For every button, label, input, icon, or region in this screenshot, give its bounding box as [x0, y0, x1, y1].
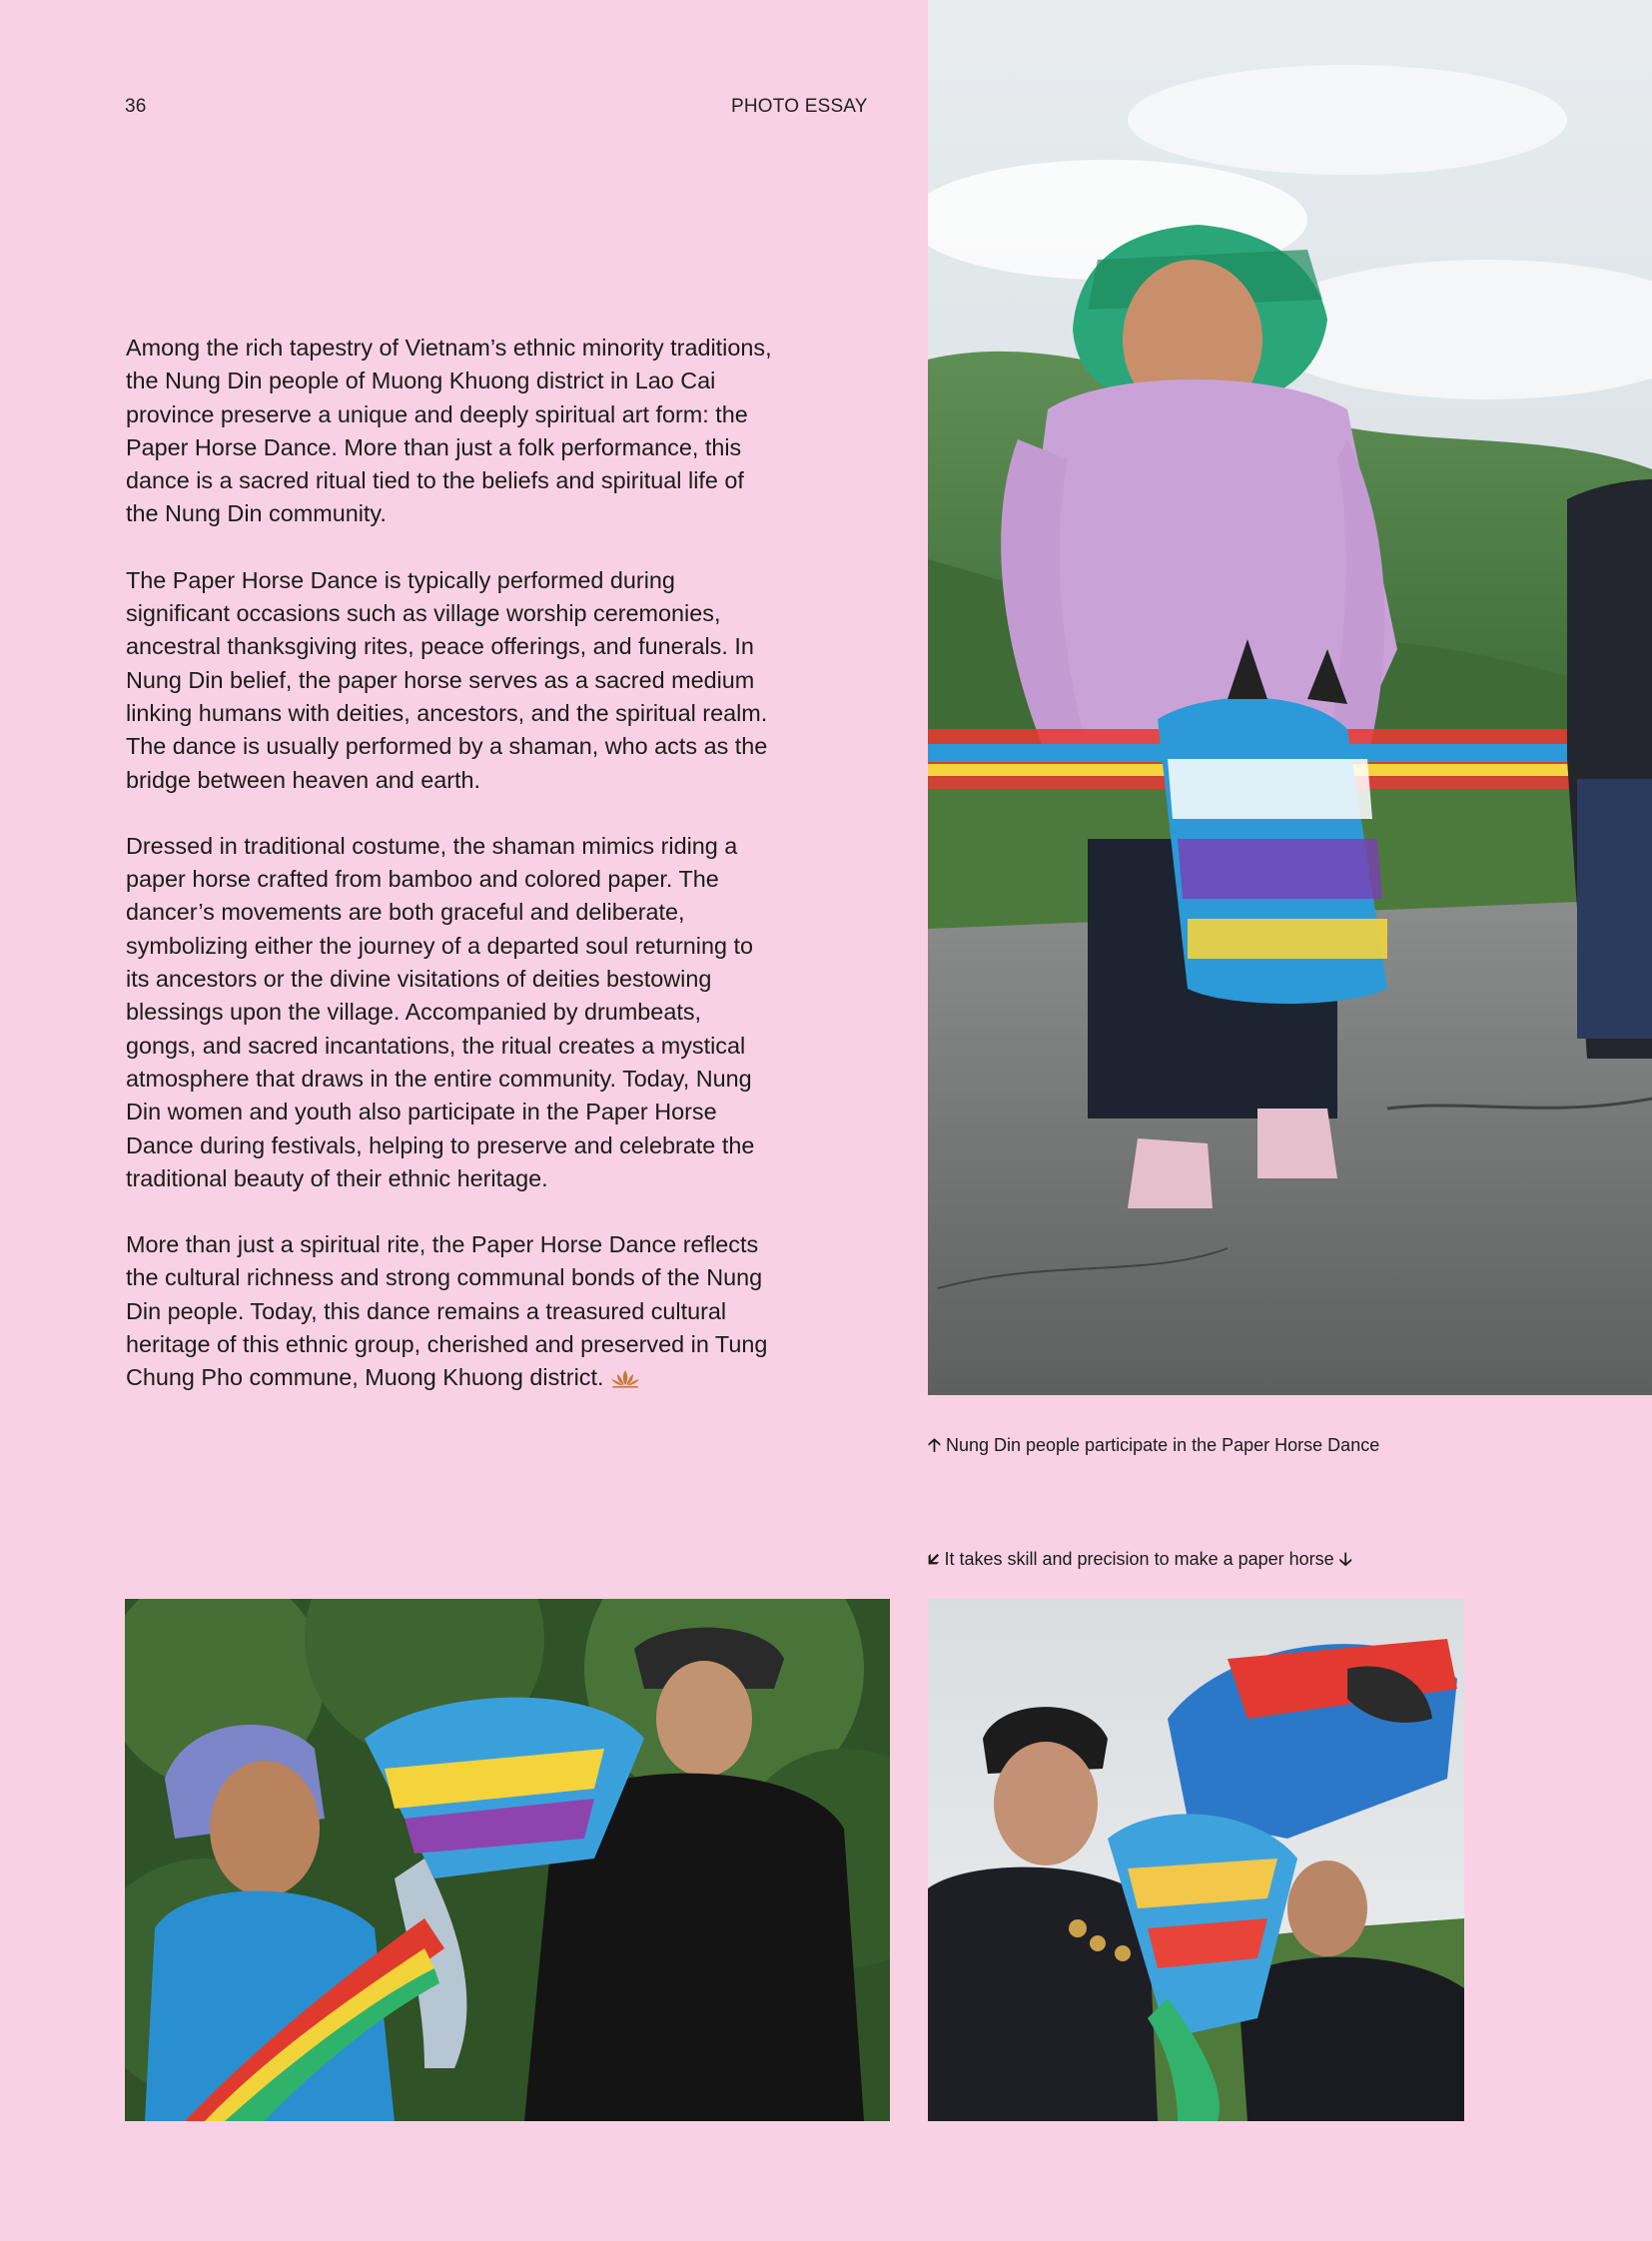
article-body [126, 332, 775, 1431]
article-paragraph-2: The Paper Horse Dance is typically performed during significant occasions such as village worship ceremonies, ancestral thanksgiving rites, peace offerings, and funerals. In Nung Din belief, the paper horse serves as a sacred medium linking humans with deities, ancestors, and the spiritual realm. The dance is usually performed by a shaman, who acts as the bridge between heaven and earth. [126, 566, 768, 793]
bottom-left-photo [125, 1599, 890, 2121]
caption-bottom-text: It takes skill and precision to make a paper horse [944, 1549, 1334, 1569]
section-label: PHOTO ESSAY [731, 96, 868, 117]
bottom-left-photo-image [125, 1599, 890, 2121]
arrow-up-icon: 🡡 [928, 1435, 941, 1455]
article-paragraph-3: Dressed in traditional costume, the shaman mimics riding a paper horse crafted from bamboo and colored paper. The dancer’s movements are both graceful and deliberate, symbolizing either the journey of a departed soul returning to its ancestors or the divine visitations of deities bestowing blessings upon the village. Accompanied by drumbeats, gongs, and sacred incantations, the ritual creates a mystical atmosphere that draws in the entire community. Today, Nung Din women and youth also participate in the Paper Horse Dance during festivals, helping to preserve and celebrate the traditional beauty of their ethnic heritage. [126, 832, 755, 1191]
arrow-down-icon: 🡣 [1338, 1549, 1352, 1569]
bottom-right-photo [928, 1599, 1464, 2121]
hero-photo [928, 0, 1652, 1395]
arrow-down-left-icon: 🡯 [928, 1549, 940, 1569]
caption-top-text: Nung Din people participate in the Paper Horse Dance [945, 1435, 1380, 1455]
caption-top [928, 1433, 1379, 1463]
article-paragraph-4-text: More than just a spiritual rite, the Paper Horse Dance reflects the cultural richness and strong communal bonds of the Nung Din people. Today, this dance remains a treasured cultural heritage of this ethnic group, cherished and preserved in Tung Chung Pho commune, Muong Khuong district. [126, 1231, 768, 1391]
lotus-icon [609, 1364, 641, 1397]
hero-photo-image [928, 0, 1652, 1395]
page-number: 36 [125, 96, 147, 117]
caption-bottom [928, 1547, 1352, 1577]
article-paragraph-4 [126, 1228, 775, 1397]
article-paragraph-1: Among the rich tapestry of Vietnam’s ethnic minority traditions, the Nung Din people of Muong Khuong district in Lao Cai province preserve a unique and deeply spiritual art form: the Paper Horse Dance. More than just a folk performance, this dance is a sacred ritual tied to the beliefs and spiritual life of the Nung Din community. [126, 335, 772, 527]
bottom-right-photo-image [928, 1599, 1464, 2121]
